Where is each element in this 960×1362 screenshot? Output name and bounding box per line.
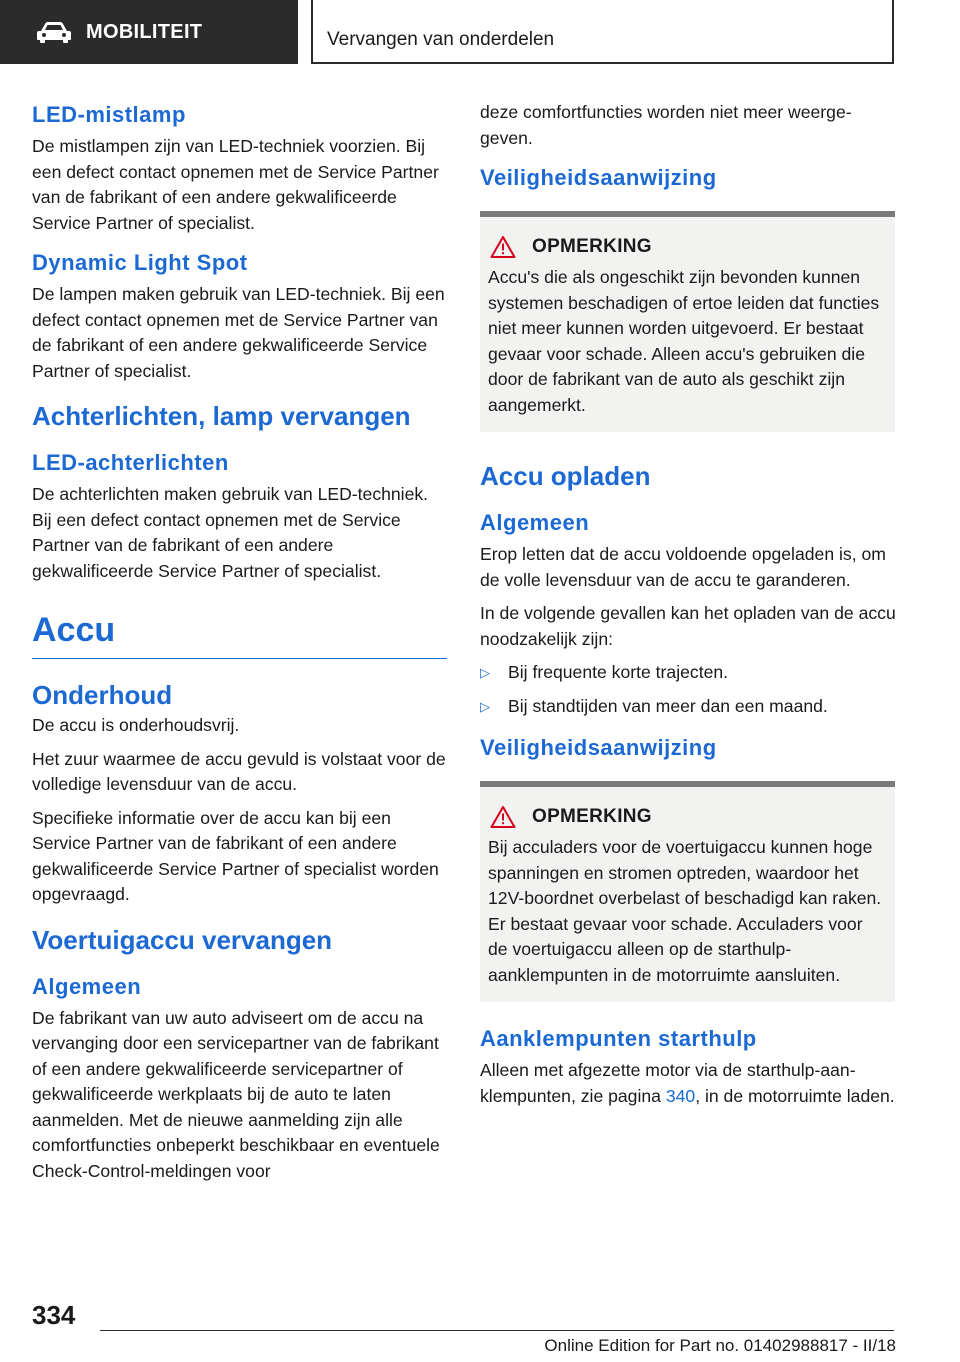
chapter-title: Vervangen van onderdelen — [327, 29, 555, 50]
list-item — [480, 694, 896, 720]
heading-accu: Accu — [32, 611, 116, 649]
jump-start-text — [480, 1058, 896, 1109]
led-rear-lights-text: De achterlichten maken gebruik van LED-techniek. Bij een defect contact opnemen met de Service Partner van de fabrikant of een andere gekwalificeerde Service Partner of specialist. — [32, 484, 429, 581]
continued-text: deze comfortfuncties worden niet meer weergegeven. — [480, 102, 852, 148]
jump-start-text-after: , in de motorruimte laden. — [695, 1085, 895, 1106]
bullet-triangle-icon: ▷ — [480, 665, 490, 680]
notice-1-text: Accu's die als ongeschikt zijn bevonden kunnen systemen beschadigen of ertoe leiden dat functies niet meer kunnen worden uitgevoerd. Er bestaat gevaar voor schade. Alleen accu's gebruiken die door de fabrikant van de auto als geschikt zijn aangemerkt. — [488, 267, 880, 415]
notice-box-2 — [480, 781, 895, 1002]
section-label: MOBILITEIT — [86, 20, 203, 43]
section-tab — [0, 0, 298, 64]
general-text-right-2: In de volgende gevallen kan het opladen van de accu noodzakelijk zijn: — [480, 603, 896, 649]
heading-dynamic-light-spot: Dynamic Light Spot — [32, 250, 248, 275]
notice-1-title: OPMERKING — [532, 236, 652, 257]
warning-icon — [490, 805, 516, 829]
list-item — [480, 660, 896, 686]
list-item-text: Bij frequente korte trajecten. — [508, 662, 729, 682]
warning-icon — [490, 235, 516, 259]
heading-safety-2: Veiligheidsaanwijzing — [480, 735, 717, 760]
general-text-right-1: Erop letten dat de accu voldoende opgeladen is, om de volle levensduur van de accu te garanderen. — [480, 544, 886, 590]
heading-led-fog-lamp: LED-mistlamp — [32, 102, 186, 127]
maintenance-text-2: Het zuur waarmee de accu gevuld is volstaat voor de volledige levensduur van de accu. — [32, 748, 446, 794]
heading-jump-start-points: Aanklempunten starthulp — [480, 1026, 757, 1051]
bullet-triangle-icon: ▷ — [480, 698, 490, 714]
heading-general-right: Algemeen — [480, 510, 590, 535]
notice-box-1 — [480, 211, 895, 432]
general-text-left: De fabrikant van uw auto adviseert om de accu na vervanging door een servicepartner van de fabrikant of een andere gekwalificeerde servicepartner of gekwalificeerde werkplaats bij de auto te laten aanmelden. Met de nieuwe aanmelding zijn alle comfortfuncties onbeperkt beschikbaar en eventuele Check-Control-meldingen voor — [32, 1007, 440, 1181]
jump-start-text-before: Alleen met afgezette motor via de starthulp-aanklempunten, zie pagina — [480, 1060, 856, 1106]
page-number: 334 — [32, 1300, 76, 1330]
right-column — [480, 100, 896, 1117]
heading-charge-battery: Accu opladen — [480, 461, 651, 491]
heading-maintenance: Onderhoud — [32, 680, 173, 710]
footer-edition: Online Edition for Part no. 01402988817 - II/18 — [544, 1336, 896, 1355]
heading-rear-lights: Achterlichten, lamp vervangen — [32, 401, 411, 431]
list-item-text: Bij standtijden van meer dan een maand. — [508, 695, 828, 716]
heading-replace-battery: Voertuigaccu vervangen — [32, 924, 333, 955]
heading-safety-1: Veiligheidsaanwijzing — [480, 165, 717, 190]
notice-2-text: Bij acculaders voor de voertuigaccu kunnen hoge spanningen en stromen optreden, waardoor het 12V-boordnet overbelast of beschadigd kan raken. Er bestaat gevaar voor schade. Acculaders voor de voertuigaccu alleen op de starthulp-aanklempunten in de motorruimte aansluiten. — [488, 837, 882, 985]
heading-rule — [32, 658, 447, 659]
heading-led-rear-lights: LED-achterlichten — [32, 450, 229, 475]
page-link-340[interactable]: 340 — [665, 1085, 696, 1106]
left-column — [32, 100, 448, 1192]
heading-general-left: Algemeen — [32, 973, 142, 999]
chapter-title-box — [311, 0, 894, 64]
notice-2-title: OPMERKING — [532, 806, 652, 827]
maintenance-text-1: De accu is onderhoudsvrij. — [32, 715, 240, 735]
footer-rule — [100, 1330, 894, 1331]
dynamic-light-spot-text: De lampen maken gebruik van LED-techniek. Bij een defect contact opnemen met de Service Partner van de fabrikant of een andere gekwalificeerde Service Partner of specialist. — [32, 284, 445, 381]
led-fog-lamp-text: De mistlampen zijn van LED-techniek voorzien. Bij een defect contact opnemen met de Service Partner van de fabrikant of een andere gekwalificeerde Service Partner of specialist. — [32, 136, 439, 233]
maintenance-text-3: Specifieke informatie over de accu kan bij een Service Partner van de fabrikant of een andere gekwalificeerde Service Partner of specialist worden opgevraagd. — [32, 807, 439, 904]
car-icon — [36, 20, 72, 44]
